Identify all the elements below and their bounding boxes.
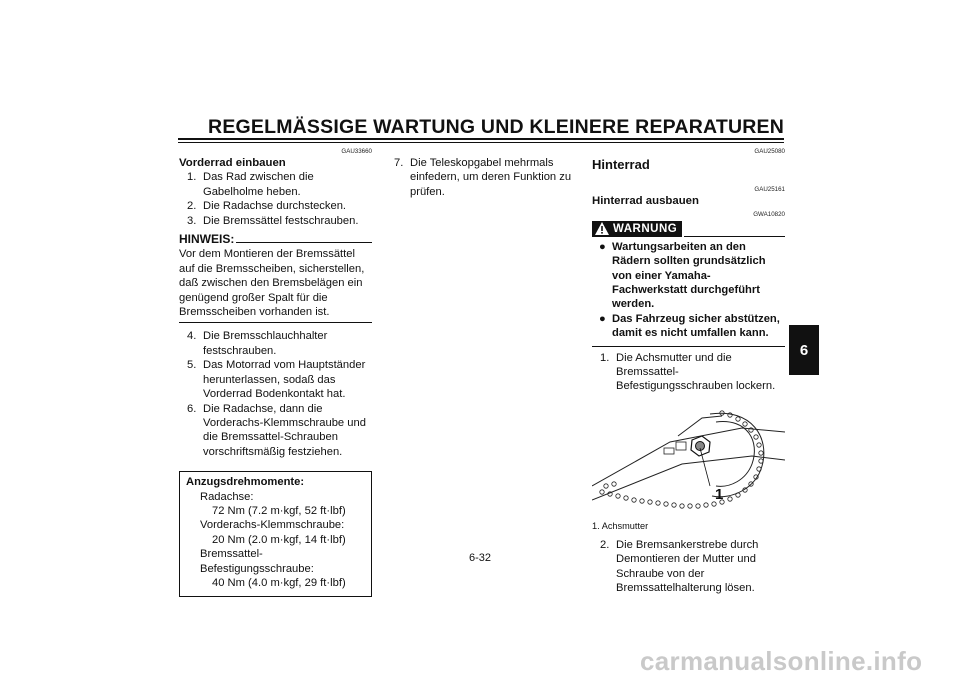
step-item (179, 329, 372, 358)
bullet-dot-icon: ● (599, 240, 606, 253)
step-item (592, 351, 785, 394)
step-text: Die Bremsankerstrebe durch Demontieren der Mutter und Schraube von der Bremssattelhalterung lösen. (616, 538, 759, 595)
warning-bullet (592, 240, 785, 312)
torque-value: 20 Nm (2.0 m·kgf, 14 ft·lbf) (212, 533, 346, 546)
step-number: 6. (187, 402, 197, 415)
step-text: Die Achsmutter und die Bremssattel-Befestigungsschrauben lockern. (616, 351, 776, 393)
section-heading: Hinterrad (592, 157, 650, 172)
step-number: 3. (187, 214, 197, 227)
page-title: REGELMÄSSIGE WARTUNG UND KLEINERE REPARATUREN (208, 116, 784, 138)
note-label: HINWEIS: (179, 232, 235, 247)
step-text: Die Bremssättel festschrauben. (203, 214, 359, 227)
warning-label: WARNUNG (613, 222, 678, 235)
title-rule-thin (178, 142, 784, 143)
left-column (179, 148, 372, 597)
warning-badge (592, 221, 682, 237)
section-code: GAU25161 (754, 186, 785, 194)
note-block (179, 232, 372, 323)
warning-bullet (592, 312, 785, 341)
step-text: Die Radachse durchstecken. (203, 200, 347, 213)
step-item (179, 170, 372, 199)
step-item (179, 199, 372, 213)
warning-rule (684, 236, 785, 237)
title-rule (178, 138, 784, 140)
section-code: GAU33660 (341, 148, 372, 155)
step-text: Die Teleskopgabel mehrmals einfedern, um deren Funktion zu prüfen. (410, 157, 572, 198)
rear-axle-drawing (592, 408, 785, 520)
step-text: Das Rad zwischen die Gabelholme heben. (203, 171, 314, 198)
torque-label: Radachse: (200, 490, 254, 503)
step-text: Die Bremsschlauchhalter festschrauben. (203, 330, 328, 357)
torque-label: Bremssattel-Befestigungsschraube: (200, 548, 314, 575)
warning-text: Wartungsarbeiten an den Rädern sollten grundsätzlich von einer Yamaha-Fachwerkstatt durchgeführt werden. (612, 240, 766, 311)
illustration-callout: 1 (715, 485, 724, 503)
warning-text: Das Fahrzeug sicher abstützen, damit es nicht umfallen kann. (612, 312, 780, 340)
middle-column (392, 148, 572, 199)
torque-value: 40 Nm (4.0 m·kgf, 29 ft·lbf) (212, 576, 346, 589)
illustration-caption: 1. Achsmutter (592, 520, 649, 531)
subsection-heading: Hinterrad ausbauen (592, 195, 699, 208)
warning-code: GWA10820 (753, 210, 785, 218)
step-number: 1. (187, 171, 197, 184)
torque-value: 72 Nm (7.2 m·kgf, 52 ft·lbf) (212, 504, 346, 517)
warning-header (592, 221, 785, 237)
torque-label: Vorderachs-Klemmschraube: (200, 519, 345, 532)
page-number: 6-32 (468, 552, 492, 564)
watermark: carmanualsonline.info (640, 646, 923, 676)
step-number: 2. (187, 200, 197, 213)
step-number: 2. (600, 538, 610, 551)
right-column (592, 148, 785, 596)
torque-heading: Anzugsdrehmomente: (186, 476, 305, 489)
warning-triangle-icon (595, 222, 609, 235)
step-item (179, 214, 372, 228)
step-number: 5. (187, 359, 197, 372)
step-item (392, 156, 572, 199)
rear-axle-illustration (592, 408, 785, 520)
step-text: Das Motorrad vom Hauptständer herunterlassen, sodaß das Vorderrad Bodenkontakt hat. (203, 359, 366, 401)
step-text: Die Radachse, dann die Vorderachs-Klemmschraube und die Bremssattel-Schrauben vorschriftsmäßig festziehen. (203, 402, 366, 458)
section-code: GAU25080 (754, 148, 785, 155)
warning-body (592, 237, 785, 347)
step-item (179, 358, 372, 401)
note-rule (236, 242, 372, 243)
step-number: 4. (187, 330, 197, 343)
note-text: Vor dem Montieren der Bremssättel auf die Bremsscheiben, sicherstellen, daß zwischen den Bremsbelägen ein genügend großer Spalt für die Bremsscheiben vorhanden ist. (179, 246, 372, 323)
step-item (179, 402, 372, 460)
chapter-tab: 6 (789, 325, 819, 375)
step-item (592, 538, 785, 596)
torque-spec-box (179, 471, 372, 597)
step-number: 1. (600, 351, 610, 364)
step-number: 7. (394, 157, 404, 169)
bullet-dot-icon: ● (599, 312, 606, 325)
section-heading: Vorderrad einbauen (179, 157, 286, 169)
